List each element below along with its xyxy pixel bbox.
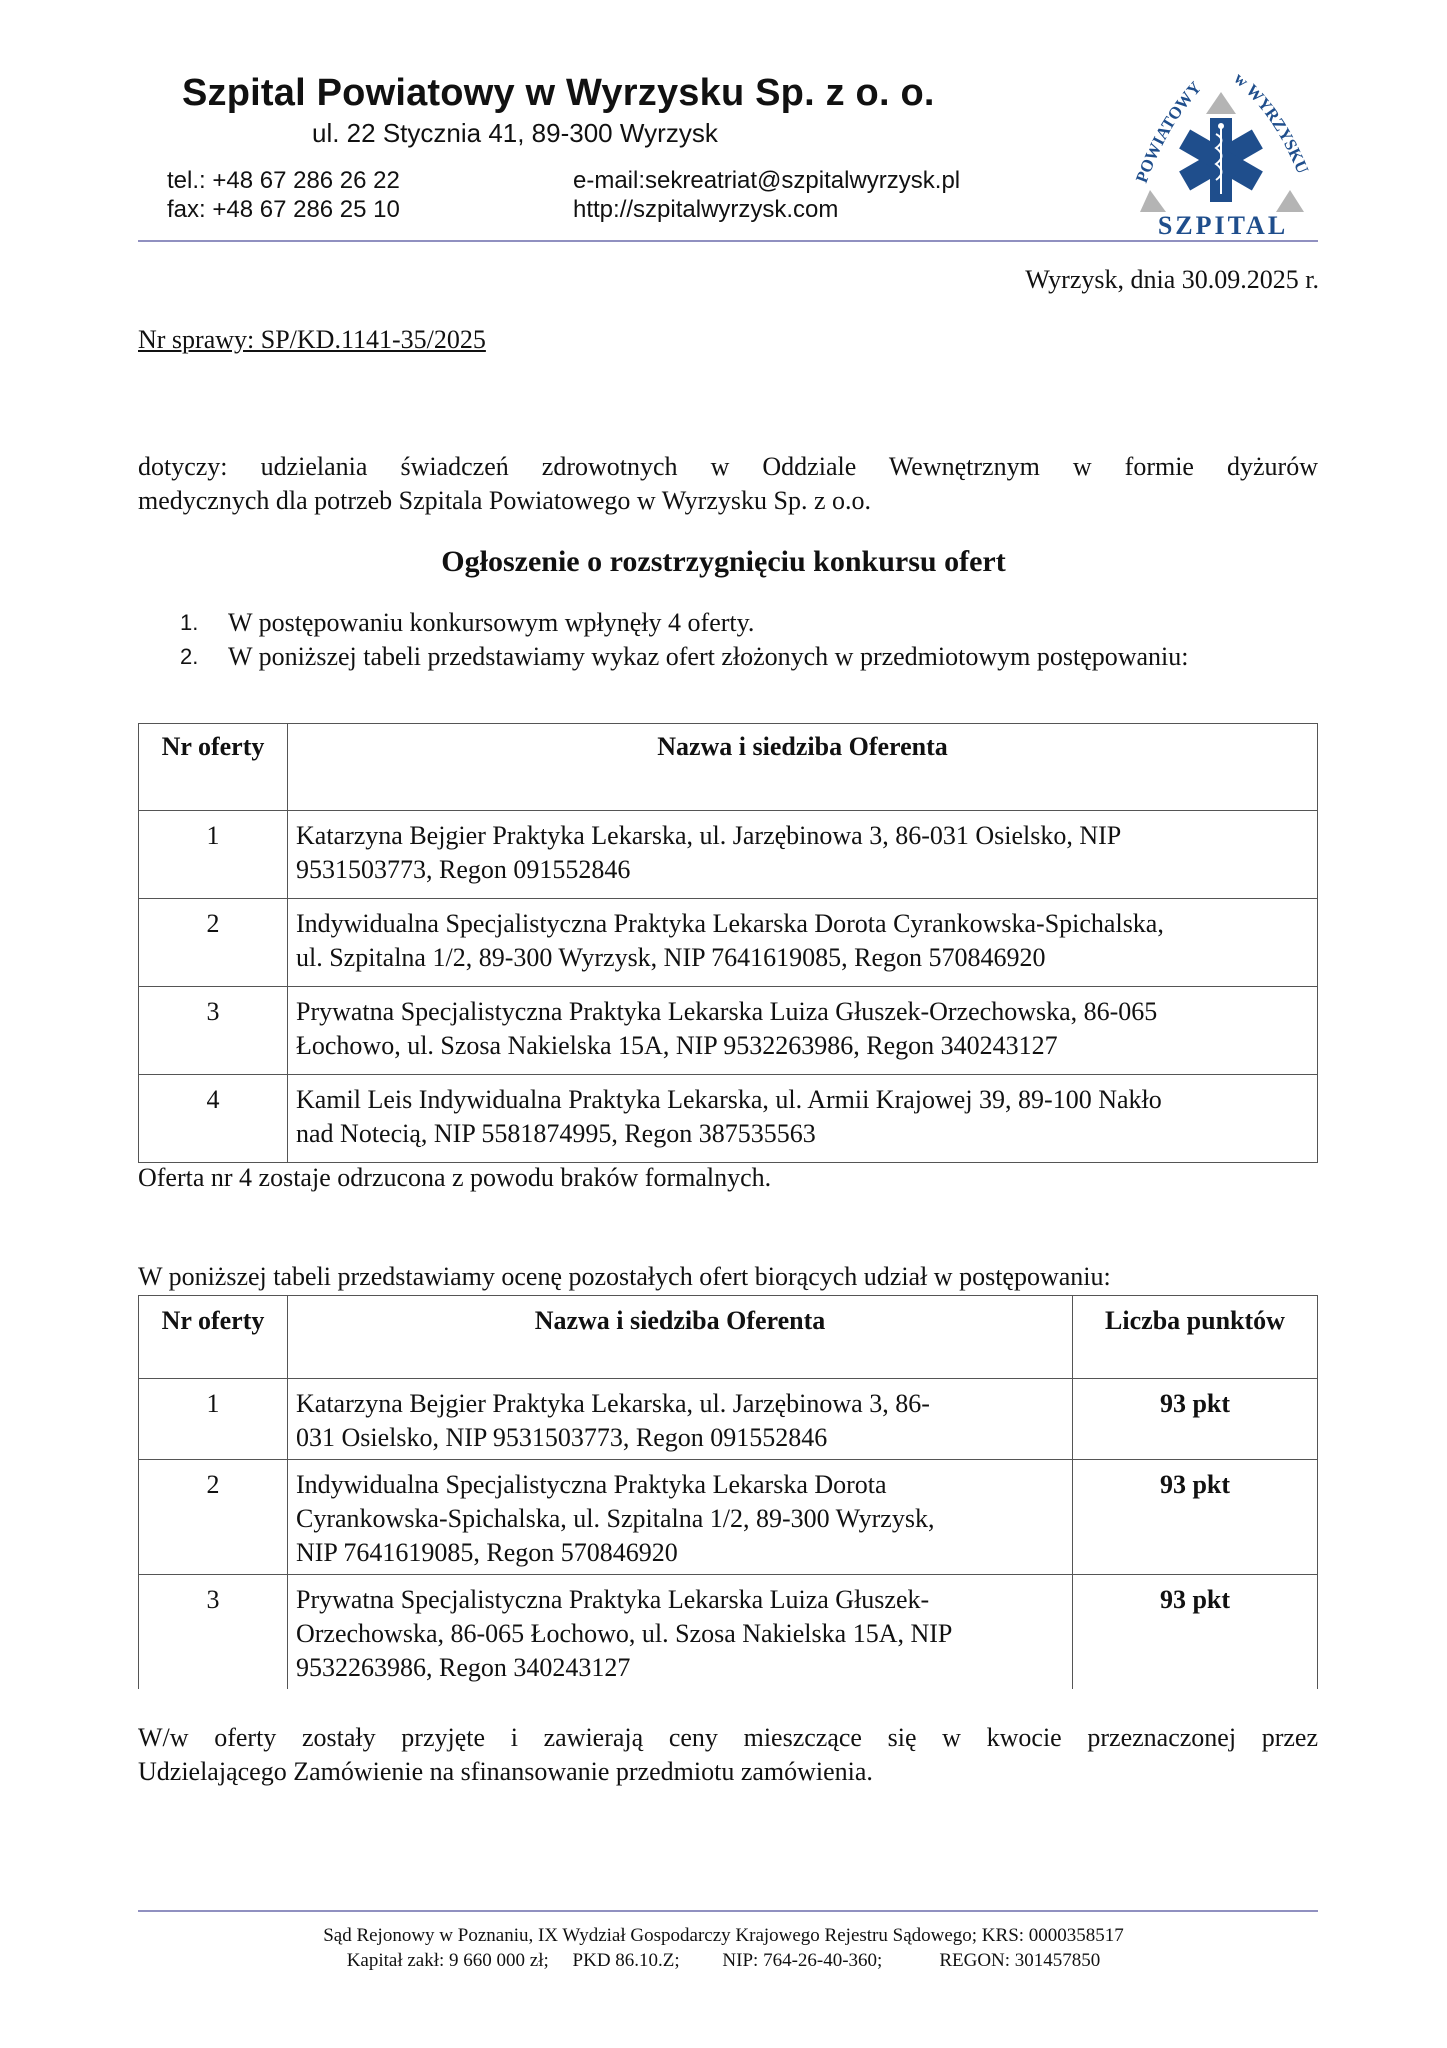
list-item-number: 1.: [180, 610, 199, 635]
star-of-life-icon: [1179, 118, 1263, 202]
offer-number: 2: [139, 1460, 288, 1575]
bidder-line: 031 Osielsko, NIP 9531503773, Regon 091552846: [296, 1423, 828, 1452]
subject-line-1: dotyczy: udzielania świadczeń zdrowotnych w Oddziale Wewnętrznym w formie dyżurów: [138, 452, 1318, 481]
bidder-line: 9532263986, Regon 340243127: [296, 1653, 631, 1682]
offer-number: 3: [139, 987, 288, 1075]
bidder-line: Prywatna Specjalistyczna Praktyka Lekarska Luiza Głuszek-: [296, 1585, 930, 1614]
evaluation-table: [138, 1295, 1318, 1689]
offer-number: 1: [139, 1379, 288, 1460]
footer-registry: Sąd Rejonowy w Poznaniu, IX Wydział Gospodarczy Krajowego Rejestru Sądowego; KRS: 0000358517: [323, 1925, 1124, 1946]
column-header-bidder: Nazwa i siedziba Oferenta: [288, 724, 1318, 811]
closing-line-2: Udzielającego Zamówienie na sfinansowanie przedmiotu zamówienia.: [138, 1757, 873, 1786]
subject-line-2: medycznych dla potrzeb Szpitala Powiatowego w Wyrzysku Sp. z o.o.: [138, 486, 872, 515]
bidder-line: Indywidualna Specjalistyczna Praktyka Lekarska Dorota: [296, 1470, 887, 1499]
table-header-row: [139, 724, 1318, 811]
offer-number: 4: [139, 1075, 288, 1163]
offer-number: 2: [139, 899, 288, 987]
list-item: [180, 606, 1189, 640]
list-item-number: 2.: [180, 644, 199, 669]
bidder-details: [288, 1075, 1318, 1163]
table-row: [139, 811, 1318, 899]
bidder-line: ul. Szpitalna 1/2, 89-300 Wyrzysk, NIP 7641619085, Regon 570846920: [296, 943, 1046, 972]
bidder-line: Cyrankowska-Spichalska, ul. Szpitalna 1/2, 89-300 Wyrzysk,: [296, 1504, 935, 1533]
organization-address: ul. 22 Stycznia 41, 89-300 Wyrzysk: [312, 118, 718, 148]
bidder-line: Orzechowska, 86-065 Łochowo, ul. Szosa Nakielska 15A, NIP: [296, 1619, 953, 1648]
bidder-line: Indywidualna Specjalistyczna Praktyka Lekarska Dorota Cyrankowska-Spichalska,: [296, 909, 1164, 938]
footer-company-ids: Kapitał zakł: 9 660 000 zł; PKD 86.10.Z; NIP: 764-26-40-360; REGON: 301457850: [346, 1950, 1101, 1971]
table-row: [139, 987, 1318, 1075]
list-item-text: W poniższej tabeli przedstawiamy wykaz ofert złożonych w przedmiotowym postępowaniu:: [228, 642, 1189, 671]
table-row: [139, 1460, 1318, 1575]
points-value: 93 pkt: [1073, 1575, 1318, 1690]
bidder-line: Łochowo, ul. Szosa Nakielska 15A, NIP 9532263986, Regon 340243127: [296, 1031, 1058, 1060]
logo-triangle-left: [1140, 190, 1166, 212]
list-item-text: W postępowaniu konkursowym wpłynęły 4 oferty.: [228, 608, 755, 637]
bidder-details: [288, 1379, 1073, 1460]
offer-number: 1: [139, 811, 288, 899]
logo-triangle-right: [1276, 190, 1304, 212]
table-row: [139, 1075, 1318, 1163]
logo-bottom-text: SZPITAL: [1157, 211, 1289, 240]
document-title: Ogłoszenie o rozstrzygnięciu konkursu ofert: [441, 545, 1006, 578]
bidder-details: [288, 987, 1318, 1075]
numbered-list: [180, 606, 1189, 674]
subject-paragraph: [138, 450, 1318, 518]
offers-table: [138, 723, 1318, 1163]
evaluation-table-intro: W poniższej tabeli przedstawiamy ocenę pozostałych ofert biorących udział w postępowaniu:: [138, 1262, 1111, 1291]
bidder-details: [288, 899, 1318, 987]
points-value: 93 pkt: [1073, 1460, 1318, 1575]
phone-number: tel.: +48 67 286 26 22: [167, 167, 400, 194]
bidder-line: Katarzyna Bejgier Praktyka Lekarska, ul. Jarzębinowa 3, 86-: [296, 1389, 930, 1418]
column-header-bidder: Nazwa i siedziba Oferenta: [288, 1296, 1073, 1379]
website-link[interactable]: http://szpitalwyrzysk.com: [573, 196, 839, 223]
bidder-details: [288, 1575, 1073, 1690]
logo-triangle-top: [1206, 92, 1236, 114]
bidder-line: Prywatna Specjalistyczna Praktyka Lekarska Luiza Głuszek-Orzechowska, 86-065: [296, 997, 1158, 1026]
email-address[interactable]: e-mail:sekreatriat@szpitalwyrzysk.pl: [573, 167, 961, 194]
closing-paragraph: [138, 1721, 1318, 1789]
bidder-line: nad Notecią, NIP 5581874995, Regon 387535563: [296, 1119, 816, 1148]
document-date: Wyrzysk, dnia 30.09.2025 r.: [1025, 265, 1319, 294]
points-value: 93 pkt: [1073, 1379, 1318, 1460]
footer-divider: [138, 1910, 1318, 1912]
rejected-offer-note: Oferta nr 4 zostaje odrzucona z powodu braków formalnych.: [138, 1163, 772, 1192]
logo-arc-left: POWIATOWY: [1131, 77, 1206, 186]
hospital-logo: [1118, 72, 1328, 242]
closing-line-1: W/w oferty zostały przyjęte i zawierają ceny mieszczące się w kwocie przeznaczonej przez: [138, 1723, 1318, 1752]
bidder-details: [288, 1460, 1073, 1575]
bidder-details: [288, 811, 1318, 899]
organization-name: Szpital Powiatowy w Wyrzysku Sp. z o. o.: [182, 72, 935, 114]
column-header-points: Liczba punktów: [1073, 1296, 1318, 1379]
case-number: Nr sprawy: SP/KD.1141-35/2025: [138, 325, 486, 354]
fax-number: fax: +48 67 286 25 10: [167, 196, 400, 223]
column-header-offer-number: Nr oferty: [139, 1296, 288, 1379]
table-row: [139, 1575, 1318, 1690]
bidder-line: NIP 7641619085, Regon 570846920: [296, 1538, 678, 1567]
logo-arc-right: w WYRZYSKU: [1230, 72, 1313, 177]
bidder-line: 9531503773, Regon 091552846: [296, 855, 631, 884]
table-header-row: [139, 1296, 1318, 1379]
bidder-line: Kamil Leis Indywidualna Praktyka Lekarska, ul. Armii Krajowej 39, 89-100 Nakło: [296, 1085, 1162, 1114]
table-row: [139, 1379, 1318, 1460]
list-item: [180, 640, 1189, 674]
bidder-line: Katarzyna Bejgier Praktyka Lekarska, ul. Jarzębinowa 3, 86-031 Osielsko, NIP: [296, 821, 1122, 850]
offer-number: 3: [139, 1575, 288, 1690]
column-header-offer-number: Nr oferty: [139, 724, 288, 811]
table-row: [139, 899, 1318, 987]
